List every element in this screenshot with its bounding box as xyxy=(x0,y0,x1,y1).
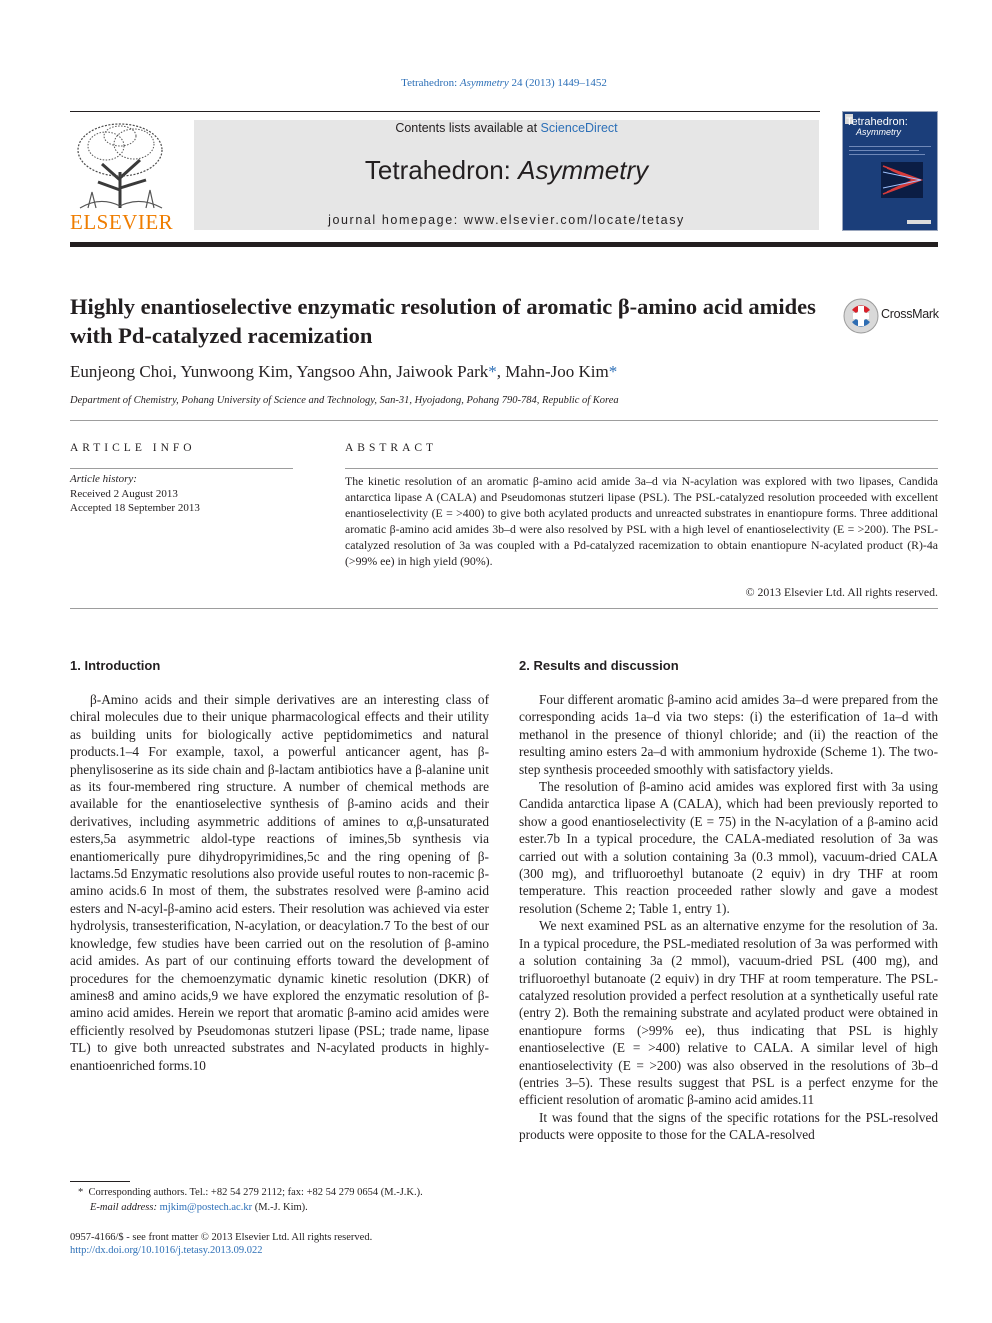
sciencedirect-link[interactable]: ScienceDirect xyxy=(540,121,618,135)
author-list: Eunjeong Choi, Yunwoong Kim, Yangsoo Ahn, Jaiwook Park*, Mahn-Joo Kim* xyxy=(70,362,618,381)
issn-line: 0957-4166/$ - see front matter © 2013 Elsevier Ltd. All rights reserved. xyxy=(70,1232,373,1243)
elsevier-wordmark: ELSEVIER xyxy=(70,210,174,234)
abstract-text: The kinetic resolution of an aromatic β-amino acid amide 3a–d via N-acylation was explored with two lipases, Candida antarctica lipase A (CALA) and Pseudomonas stutzeri lipase (PSL). The PSL-catalyzed resolution proceeded with excellent enantioselectivity (E = >400) to give both acylated products and unreacted substrates in enantiopure forms. Three additional aromatic β-amino acid amides 3b–d were also resolved by PSL with a high level of enantioselectivity (E = >200). The PSL-catalyzed resolution of 3a was coupled with a Pd-catalyzed racemization to obtain enantiopure N-acylated product (R)-4a (>99% ee) in high yield (90%). xyxy=(345,474,938,568)
article-info-rule xyxy=(70,468,293,469)
paragraph: β-Amino acids and their simple derivatives are an interesting class of chiral molecules due to their unique pharmacological effects and their utility as building units for biologically active peptidomimetics and natural products.1–4 For example, taxol, a powerful anticancer agent, has β-phenylisoserine as its side chain and β-lactam antibiotics have a β-alanine unit as its four-membered ring structure. A number of chemical methods are available for the enantioselective synthesis of β-amino acids and their derivatives, including asymmetric additions of amines to α,β-unsaturated esters,5a asymmetric aldol-type reactions of imines,5b synthesis via enantiomerically pure dihydropyrimidines,5c and the ring opening of β-lactams.5d Enzymatic resolutions also provide useful routes to non-racemic β-amino acids.6 In most of them, the substrates resolved were β-amino acid esters and N-acyl-β-amino acid esters. Their resolution was achieved via ester hydrolysis, transesterification, N-acylation, or deacylation.7 To the best of our knowledge, few studies have been carried out on the resolution of β-amino acid amides. As part of our continuing efforts toward the development of procedures for the chemoenzymatic dynamic kinetic resolution (DKR) of amines8 and amino acids,9 we have explored the enzymatic resolution of β-amino acid amides. Herein we report that aromatic β-amino acid amides were efficiently resolved by Pseudomonas stutzeri lipase (PSL; trade name, lipase TL) to give both unreacted substrates and N-acylated products in highly-enantioenriched forms.10 xyxy=(70,692,489,1073)
journal-name: Tetrahedron: Asymmetry xyxy=(364,155,649,185)
contents-available-line: Contents lists available at ScienceDirect xyxy=(395,121,618,135)
abstract-heading: ABSTRACT xyxy=(345,442,438,454)
introduction-column xyxy=(70,691,489,1074)
author[interactable]: Yunwoong Kim xyxy=(180,362,289,381)
cover-title: Tetrahedron: Asymmetry xyxy=(846,116,908,137)
crossmark-icon xyxy=(843,298,879,334)
author[interactable]: Jaiwook Park xyxy=(396,362,489,381)
received-date: Received 2 August 2013 xyxy=(70,488,178,500)
corresponding-author-footnote: * Corresponding authors. Tel.: +82 54 279 2112; fax: +82 54 279 0654 (M.-J.K.). xyxy=(78,1187,423,1198)
paragraph: Four different aromatic β-amino acid amides 3a–d were prepared from the corresponding acids 1a–d via two steps: (i) the esterification of 1a–d with methanol in the presence of thionyl chloride; and (ii) the reaction of the resulting amino esters 2a–d with ammonium hydroxide (Scheme 1). The two-step synthesis proceeded smoothly with satisfactory yields. xyxy=(519,692,938,777)
section-heading-introduction: 1. Introduction xyxy=(70,658,161,673)
author[interactable]: Yangsoo Ahn xyxy=(296,362,388,381)
title-block-rule xyxy=(70,420,938,421)
journal-homepage[interactable]: journal homepage: www.elsevier.com/locate/tetasy xyxy=(328,213,685,227)
author[interactable]: Eunjeong Choi xyxy=(70,362,173,381)
paragraph: We next examined PSL as an alternative enzyme for the resolution of 3a. In a typical procedure, the PSL-mediated resolution of 3a was performed with a solution containing 3a (2 mmol), vacuum-dried PSL (400 mg), and trifluoroethyl butanoate (2 equiv) in dry THF at room temperature. The PSL-catalyzed resolution provided a perfect resolution at a synthetically useful rate (entry 2). Both the remaining substrate and acylated product were obtained in enantiopure forms (>99% ee), thus indicating that PSL is highly enantioselective (E = >400) relative to CALA. A similar level of high enantioselectivity (E = >200) was also observed in the resolutions of 3b–d (entries 3–5). These results suggest that PSL is a perfect enzyme for the efficient resolution of aromatic β-amino acid amides.11 xyxy=(519,918,938,1108)
paragraph: It was found that the signs of the specific rotations for the PSL-resolved products were opposite to those for the CALA-resolved xyxy=(519,1109,938,1143)
corresponding-author-marker[interactable]: * xyxy=(488,362,497,381)
email-footnote: E-mail address: mjkim@postech.ac.kr (M.-J. Kim). xyxy=(90,1202,308,1213)
copyright-notice: © 2013 Elsevier Ltd. All rights reserved. xyxy=(745,585,938,599)
crossmark-badge[interactable] xyxy=(843,298,941,334)
author-affiliation: Department of Chemistry, Pohang University of Science and Technology, San-31, Hyojadong, Pohang 790-784, Republic of Korea xyxy=(70,395,619,406)
article-info-heading: ARTICLE INFO xyxy=(70,442,196,454)
journal-citation[interactable]: Tetrahedron: Asymmetry 24 (2013) 1449–1452 xyxy=(401,77,607,89)
article-title: Highly enantioselective enzymatic resolution of aromatic β-amino acid amides with Pd-catalyzed racemization xyxy=(70,294,816,348)
paragraph: The resolution of β-amino acid amides was explored first with 3a using Candida antarctica lipase A (CALA), which had been previously reported to show a good enantioselectivity (E = 75) in the N-acylation of a β-amino acid ester.7b In a typical procedure, the CALA-mediated resolution of 3a was carried out with a solution containing 3a (0.3 mmol), vacuum-dried CALA (300 mg), and trifluoroethyl butanoate (2 equiv) in dry THF at room temperature. This reaction proceeded rather slowly and gave a modest resolution (Scheme 2; Table 1, entry 1). xyxy=(519,779,938,916)
header-bottom-rule xyxy=(70,242,938,247)
author[interactable]: Mahn-Joo Kim xyxy=(505,362,609,381)
accepted-date: Accepted 18 September 2013 xyxy=(70,502,200,514)
header-top-rule xyxy=(70,111,820,112)
homepage-url[interactable]: www.elsevier.com/locate/tetasy xyxy=(463,213,685,227)
crossmark-label: CrossMark xyxy=(881,307,939,321)
author-email-link[interactable]: mjkim@postech.ac.kr xyxy=(159,1202,253,1213)
abstract-bottom-rule xyxy=(70,608,938,609)
abstract-rule xyxy=(345,468,938,469)
doi-link[interactable]: http://dx.doi.org/10.1016/j.tetasy.2013.09.022 xyxy=(70,1245,263,1256)
corresponding-author-marker[interactable]: * xyxy=(608,362,618,381)
results-column xyxy=(519,691,938,1144)
article-history-label: Article history: xyxy=(70,473,137,485)
footnote-rule xyxy=(70,1181,130,1182)
section-heading-results: 2. Results and discussion xyxy=(519,658,679,673)
